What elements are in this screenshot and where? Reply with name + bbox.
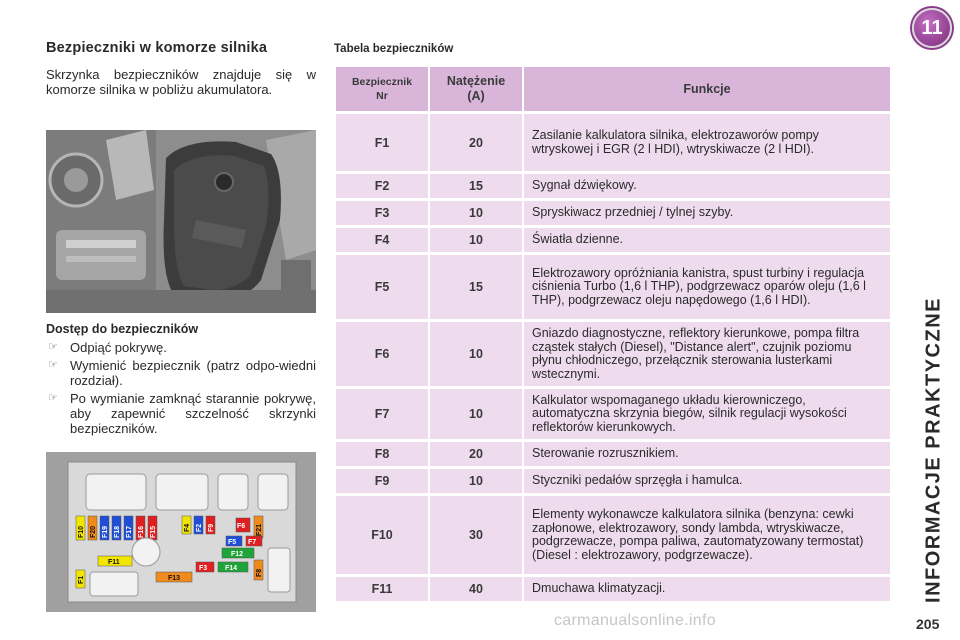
svg-text:F15: F15 — [150, 525, 157, 538]
relay-block — [90, 572, 138, 596]
fuse-f19 — [100, 516, 109, 540]
access-steps-list — [46, 340, 316, 439]
table-row — [336, 577, 890, 601]
fuse-function: Światła dzienne. — [524, 228, 890, 252]
pointing-hand-icon: ☞ — [48, 392, 58, 404]
table-row — [336, 389, 890, 439]
pointing-hand-icon: ☞ — [48, 359, 58, 371]
access-step — [46, 391, 316, 436]
svg-text:F19: F19 — [102, 525, 109, 538]
fuse-f4 — [182, 516, 191, 534]
fusebox-diagram — [46, 452, 316, 612]
chapter-badge: 11 — [912, 8, 952, 48]
intro-text: Skrzynka bezpieczników znajduje się w komorze silnika w pobliżu akumulatora. — [46, 67, 316, 97]
fuse-function: Gniazdo diagnostyczne, reflektory kierunkowe, pompa filtra cząstek stałych (Diesel), "Distance alert", czujnik poziomu płynu chłodniczego, przełącznik sterowania lusterkami wstecznymi. — [524, 322, 890, 386]
table-row — [336, 496, 890, 574]
fusebox-layout — [46, 452, 316, 612]
fuse-f17 — [124, 516, 133, 540]
relay-block — [86, 474, 146, 510]
header-amperage-line2: (A) — [467, 89, 485, 103]
fuse-f1 — [76, 570, 85, 588]
fuse-f2 — [194, 516, 203, 534]
fuse-amperage: 30 — [430, 496, 522, 574]
fuse-function: Sterowanie rozrusznikiem. — [524, 442, 890, 466]
fuse-amperage: 15 — [430, 174, 522, 198]
access-step — [46, 358, 316, 388]
access-title: Dostęp do bezpieczników — [46, 322, 199, 336]
table-row — [336, 228, 890, 252]
engine-fusebox-photo — [46, 130, 316, 313]
fuse-f21 — [254, 516, 263, 538]
fuse-f12 — [222, 548, 254, 558]
fuse-f15 — [148, 516, 157, 540]
header-fuse-nr — [336, 67, 428, 111]
svg-text:F14: F14 — [225, 565, 238, 572]
svg-text:F21: F21 — [256, 523, 263, 536]
access-step-text: Odpiąć pokrywę. — [70, 340, 167, 355]
svg-text:F17: F17 — [126, 525, 133, 538]
fuse-f8 — [254, 560, 263, 580]
fuse-nr: F6 — [336, 322, 428, 386]
fuse-nr: F8 — [336, 442, 428, 466]
fuse-table — [334, 64, 892, 604]
svg-text:F6: F6 — [237, 523, 246, 530]
fuse-nr: F2 — [336, 174, 428, 198]
access-step-text: Wymienić bezpiecznik (patrz odpo-wiedni rozdział). — [70, 358, 316, 388]
fuse-f9 — [206, 516, 215, 534]
fuse-function: Spryskiwacz przedniej / tylnej szyby. — [524, 201, 890, 225]
fuse-function: Elektrozawory opróżniania kanistra, spust turbiny i regulacja ciśnienia Turbo (1,6 l THP), podgrzewacz oparów oleju (1,6 l THP), podgrzewacz oleju napędowego (1,6 l HDI). — [524, 255, 890, 319]
fuse-amperage: 20 — [430, 114, 522, 171]
fuse-nr: F11 — [336, 577, 428, 601]
fuse-nr: F3 — [336, 201, 428, 225]
relay-block — [258, 474, 288, 510]
svg-text:F1: F1 — [78, 575, 85, 584]
fuse-function: Zasilanie kalkulatora silnika, elektrozaworów pompy wtryskowej i EGR (2 l HDI), wtryskiwacze (2 l HDI). — [524, 114, 890, 171]
fuse-nr: F1 — [336, 114, 428, 171]
table-row — [336, 114, 890, 171]
fuse-amperage: 20 — [430, 442, 522, 466]
svg-text:F2: F2 — [196, 523, 203, 532]
fuse-f3 — [196, 562, 214, 572]
access-step — [46, 340, 316, 355]
svg-text:F16: F16 — [138, 525, 145, 538]
fuse-nr: F4 — [336, 228, 428, 252]
table-row — [336, 174, 890, 198]
fuse-function: Sygnał dźwiękowy. — [524, 174, 890, 198]
table-title: Tabela bezpieczników — [334, 43, 454, 55]
section-title: Bezpieczniki w komorze silnika — [46, 40, 268, 56]
fuse-f7 — [246, 536, 262, 546]
svg-text:F4: F4 — [184, 523, 191, 532]
page-number: 205 — [916, 616, 940, 632]
table-row — [336, 469, 890, 493]
header-fuse-nr-line1: Bezpiecznik — [351, 76, 413, 88]
header-amperage-line1: Natężenie — [446, 74, 506, 88]
fuse-nr: F5 — [336, 255, 428, 319]
header-amperage — [430, 67, 522, 111]
fuse-amperage: 10 — [430, 322, 522, 386]
fuse-function: Elementy wykonawcze kalkulatora silnika (benzyna: cewki zapłonowe, elektrozawory, sondy lambda, wtryskiwacze, podgrzewacze, pompa paliwa, zautomatyzowany termostat) (Diesel : elektrozawory, podgrzewacze). — [524, 496, 890, 574]
fuse-amperage: 40 — [430, 577, 522, 601]
fuse-f6 — [236, 518, 250, 532]
table-row — [336, 255, 890, 319]
fuse-f5 — [226, 536, 242, 546]
fuse-function: Dmuchawa klimatyzacji. — [524, 577, 890, 601]
fuse-f11 — [98, 556, 132, 566]
header-fuse-nr-line2: Nr — [376, 90, 388, 102]
fuse-function: Styczniki pedałów sprzęgła i hamulca. — [524, 469, 890, 493]
fuse-amperage: 15 — [430, 255, 522, 319]
fuse-amperage: 10 — [430, 201, 522, 225]
fuse-f10 — [76, 516, 85, 540]
pointing-hand-icon: ☞ — [48, 341, 58, 353]
header-functions: Funkcje — [524, 67, 890, 111]
table-row — [336, 442, 890, 466]
access-step-text: Po wymianie zamknąć starannie pokrywę, aby zapewnić szczelność skrzynki bezpieczników. — [70, 391, 316, 436]
fuse-f16 — [136, 516, 145, 540]
fuse-nr: F9 — [336, 469, 428, 493]
table-row — [336, 322, 890, 386]
relay-block — [156, 474, 208, 510]
svg-text:F11: F11 — [108, 559, 120, 566]
svg-text:F20: F20 — [90, 525, 97, 538]
svg-text:F12: F12 — [231, 551, 244, 558]
fuse-amperage: 10 — [430, 228, 522, 252]
svg-text:F10: F10 — [78, 525, 85, 538]
relay-round — [132, 538, 160, 566]
engine-fusebox-illustration — [46, 130, 316, 313]
fuse-nr: F10 — [336, 496, 428, 574]
svg-text:F9: F9 — [208, 523, 215, 532]
svg-text:F13: F13 — [168, 575, 181, 582]
fuse-f14 — [218, 562, 248, 572]
relay-block — [218, 474, 248, 510]
chapter-title: INFORMACJE PRAKTYCZNE — [922, 297, 945, 603]
fuse-function: Kalkulator wspomaganego układu kierowniczego, automatyczna skrzynia biegów, silnik regulacji wysokości reflektorów kierunkowych. — [524, 389, 890, 439]
watermark: carmanualsonline.info — [554, 612, 716, 629]
fuse-amperage: 10 — [430, 469, 522, 493]
svg-text:F5: F5 — [228, 539, 237, 546]
fuse-f13 — [156, 572, 192, 582]
svg-text:F3: F3 — [199, 565, 208, 572]
fuse-amperage: 10 — [430, 389, 522, 439]
svg-text:F18: F18 — [114, 525, 121, 538]
fuse-f18 — [112, 516, 121, 540]
table-row — [336, 201, 890, 225]
svg-text:F7: F7 — [248, 539, 257, 546]
fuse-f20 — [88, 516, 97, 540]
fuse-nr: F7 — [336, 389, 428, 439]
relay-block — [268, 548, 290, 592]
table-header-row — [336, 67, 890, 111]
svg-text:F8: F8 — [256, 568, 263, 577]
